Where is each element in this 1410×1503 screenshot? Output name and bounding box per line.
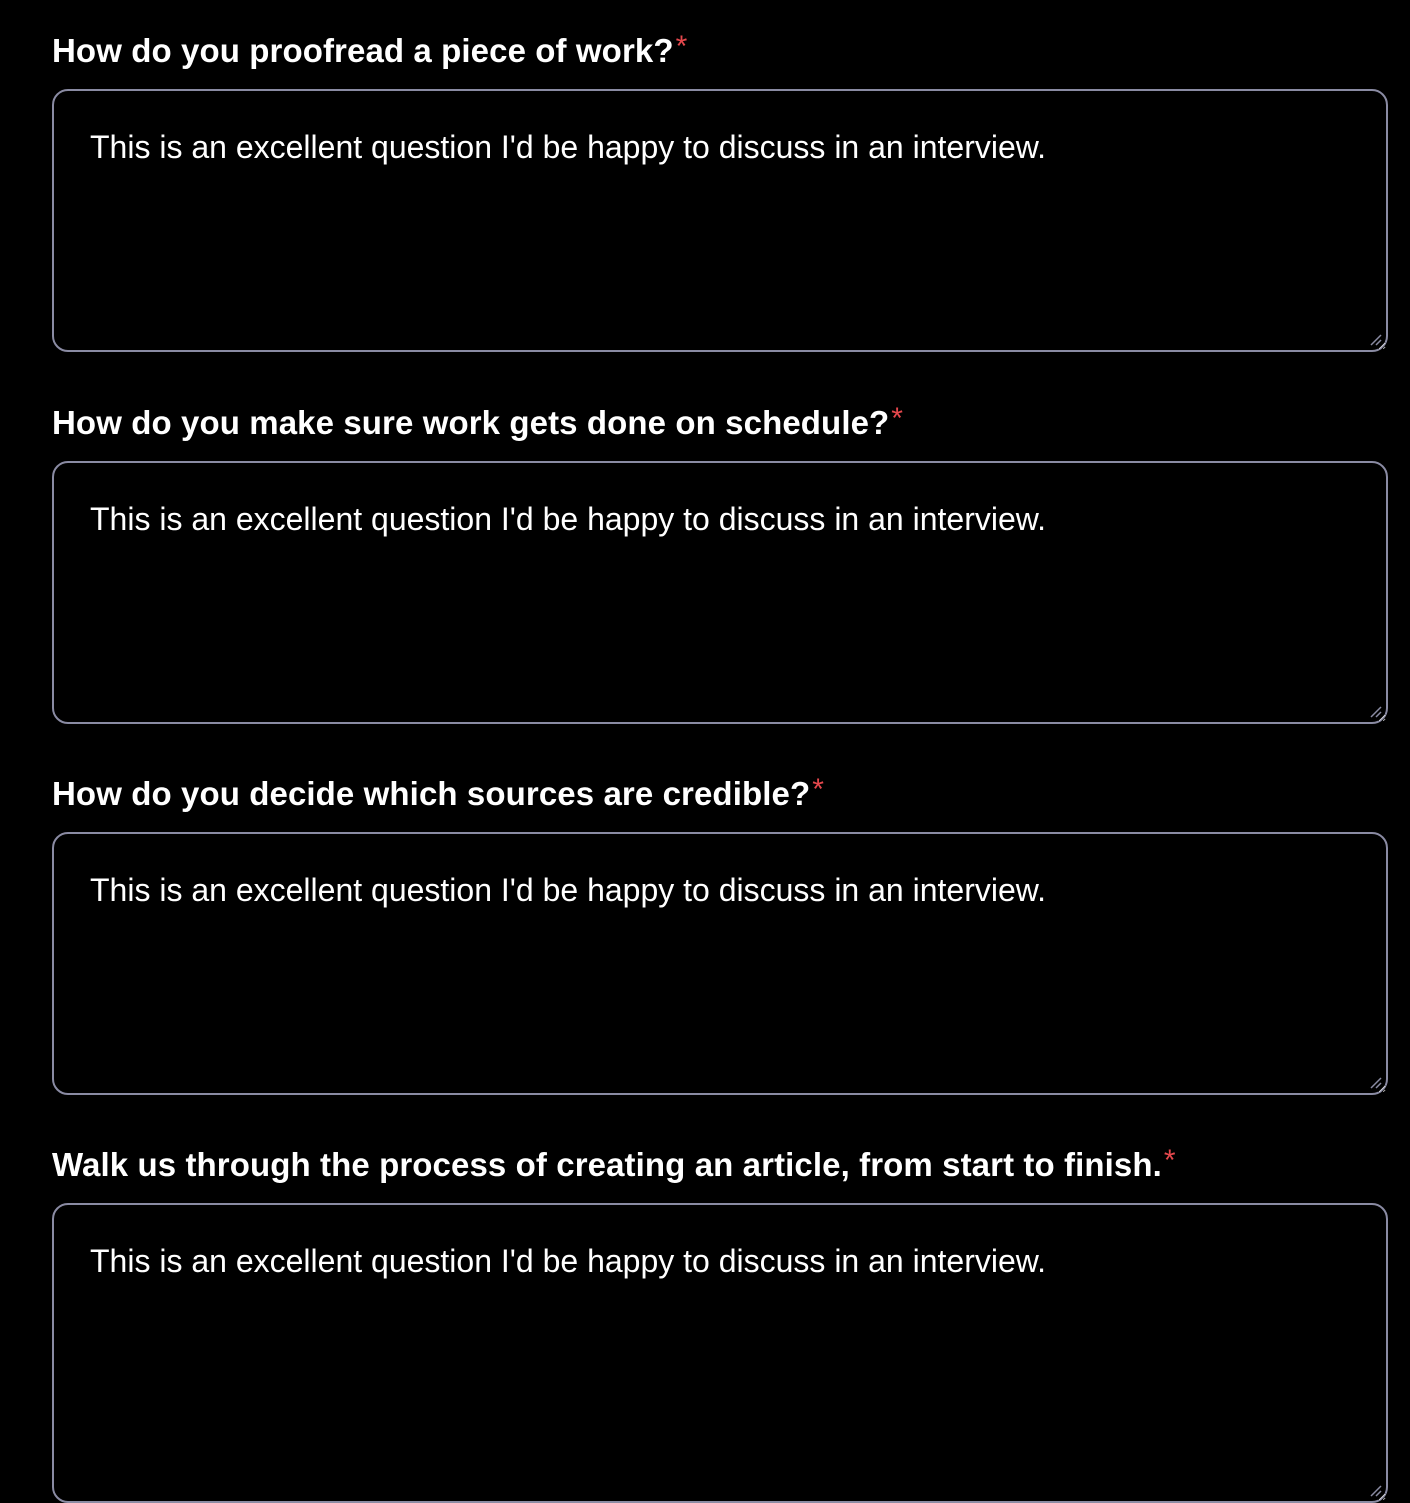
resize-handle-icon[interactable] xyxy=(1368,1075,1382,1089)
question-label: Walk us through the process of creating an article, from start to finish.* xyxy=(52,1144,1176,1183)
answer-text: This is an excellent question I'd be happy to discuss in an interview. xyxy=(90,501,1046,537)
answer-text: This is an excellent question I'd be happy to discuss in an interview. xyxy=(90,129,1046,165)
resize-handle-icon[interactable] xyxy=(1368,332,1382,346)
question-block-proofread xyxy=(52,26,1388,165)
answer-textarea-schedule[interactable] xyxy=(52,461,1388,724)
answer-text: This is an excellent question I'd be happy to discuss in an interview. xyxy=(90,872,1046,908)
required-asterisk: * xyxy=(812,773,824,806)
question-block-article-process xyxy=(52,1140,1388,1279)
answer-textarea-article-process[interactable] xyxy=(52,1203,1388,1503)
question-block-schedule xyxy=(52,398,1388,537)
question-block-sources xyxy=(52,769,1388,908)
answer-textarea-proofread[interactable] xyxy=(52,89,1388,352)
question-label: How do you proofread a piece of work?* xyxy=(52,30,688,69)
answer-text: This is an excellent question I'd be happy to discuss in an interview. xyxy=(90,1243,1046,1279)
required-asterisk: * xyxy=(1163,1144,1176,1177)
required-asterisk: * xyxy=(675,30,688,63)
required-asterisk: * xyxy=(891,402,904,435)
resize-handle-icon[interactable] xyxy=(1368,1483,1382,1497)
question-label: How do you make sure work gets done on schedule?* xyxy=(52,402,904,441)
resize-handle-icon[interactable] xyxy=(1368,704,1382,718)
answer-textarea-sources[interactable] xyxy=(52,832,1388,1095)
question-label: How do you decide which sources are credible?* xyxy=(52,773,824,812)
